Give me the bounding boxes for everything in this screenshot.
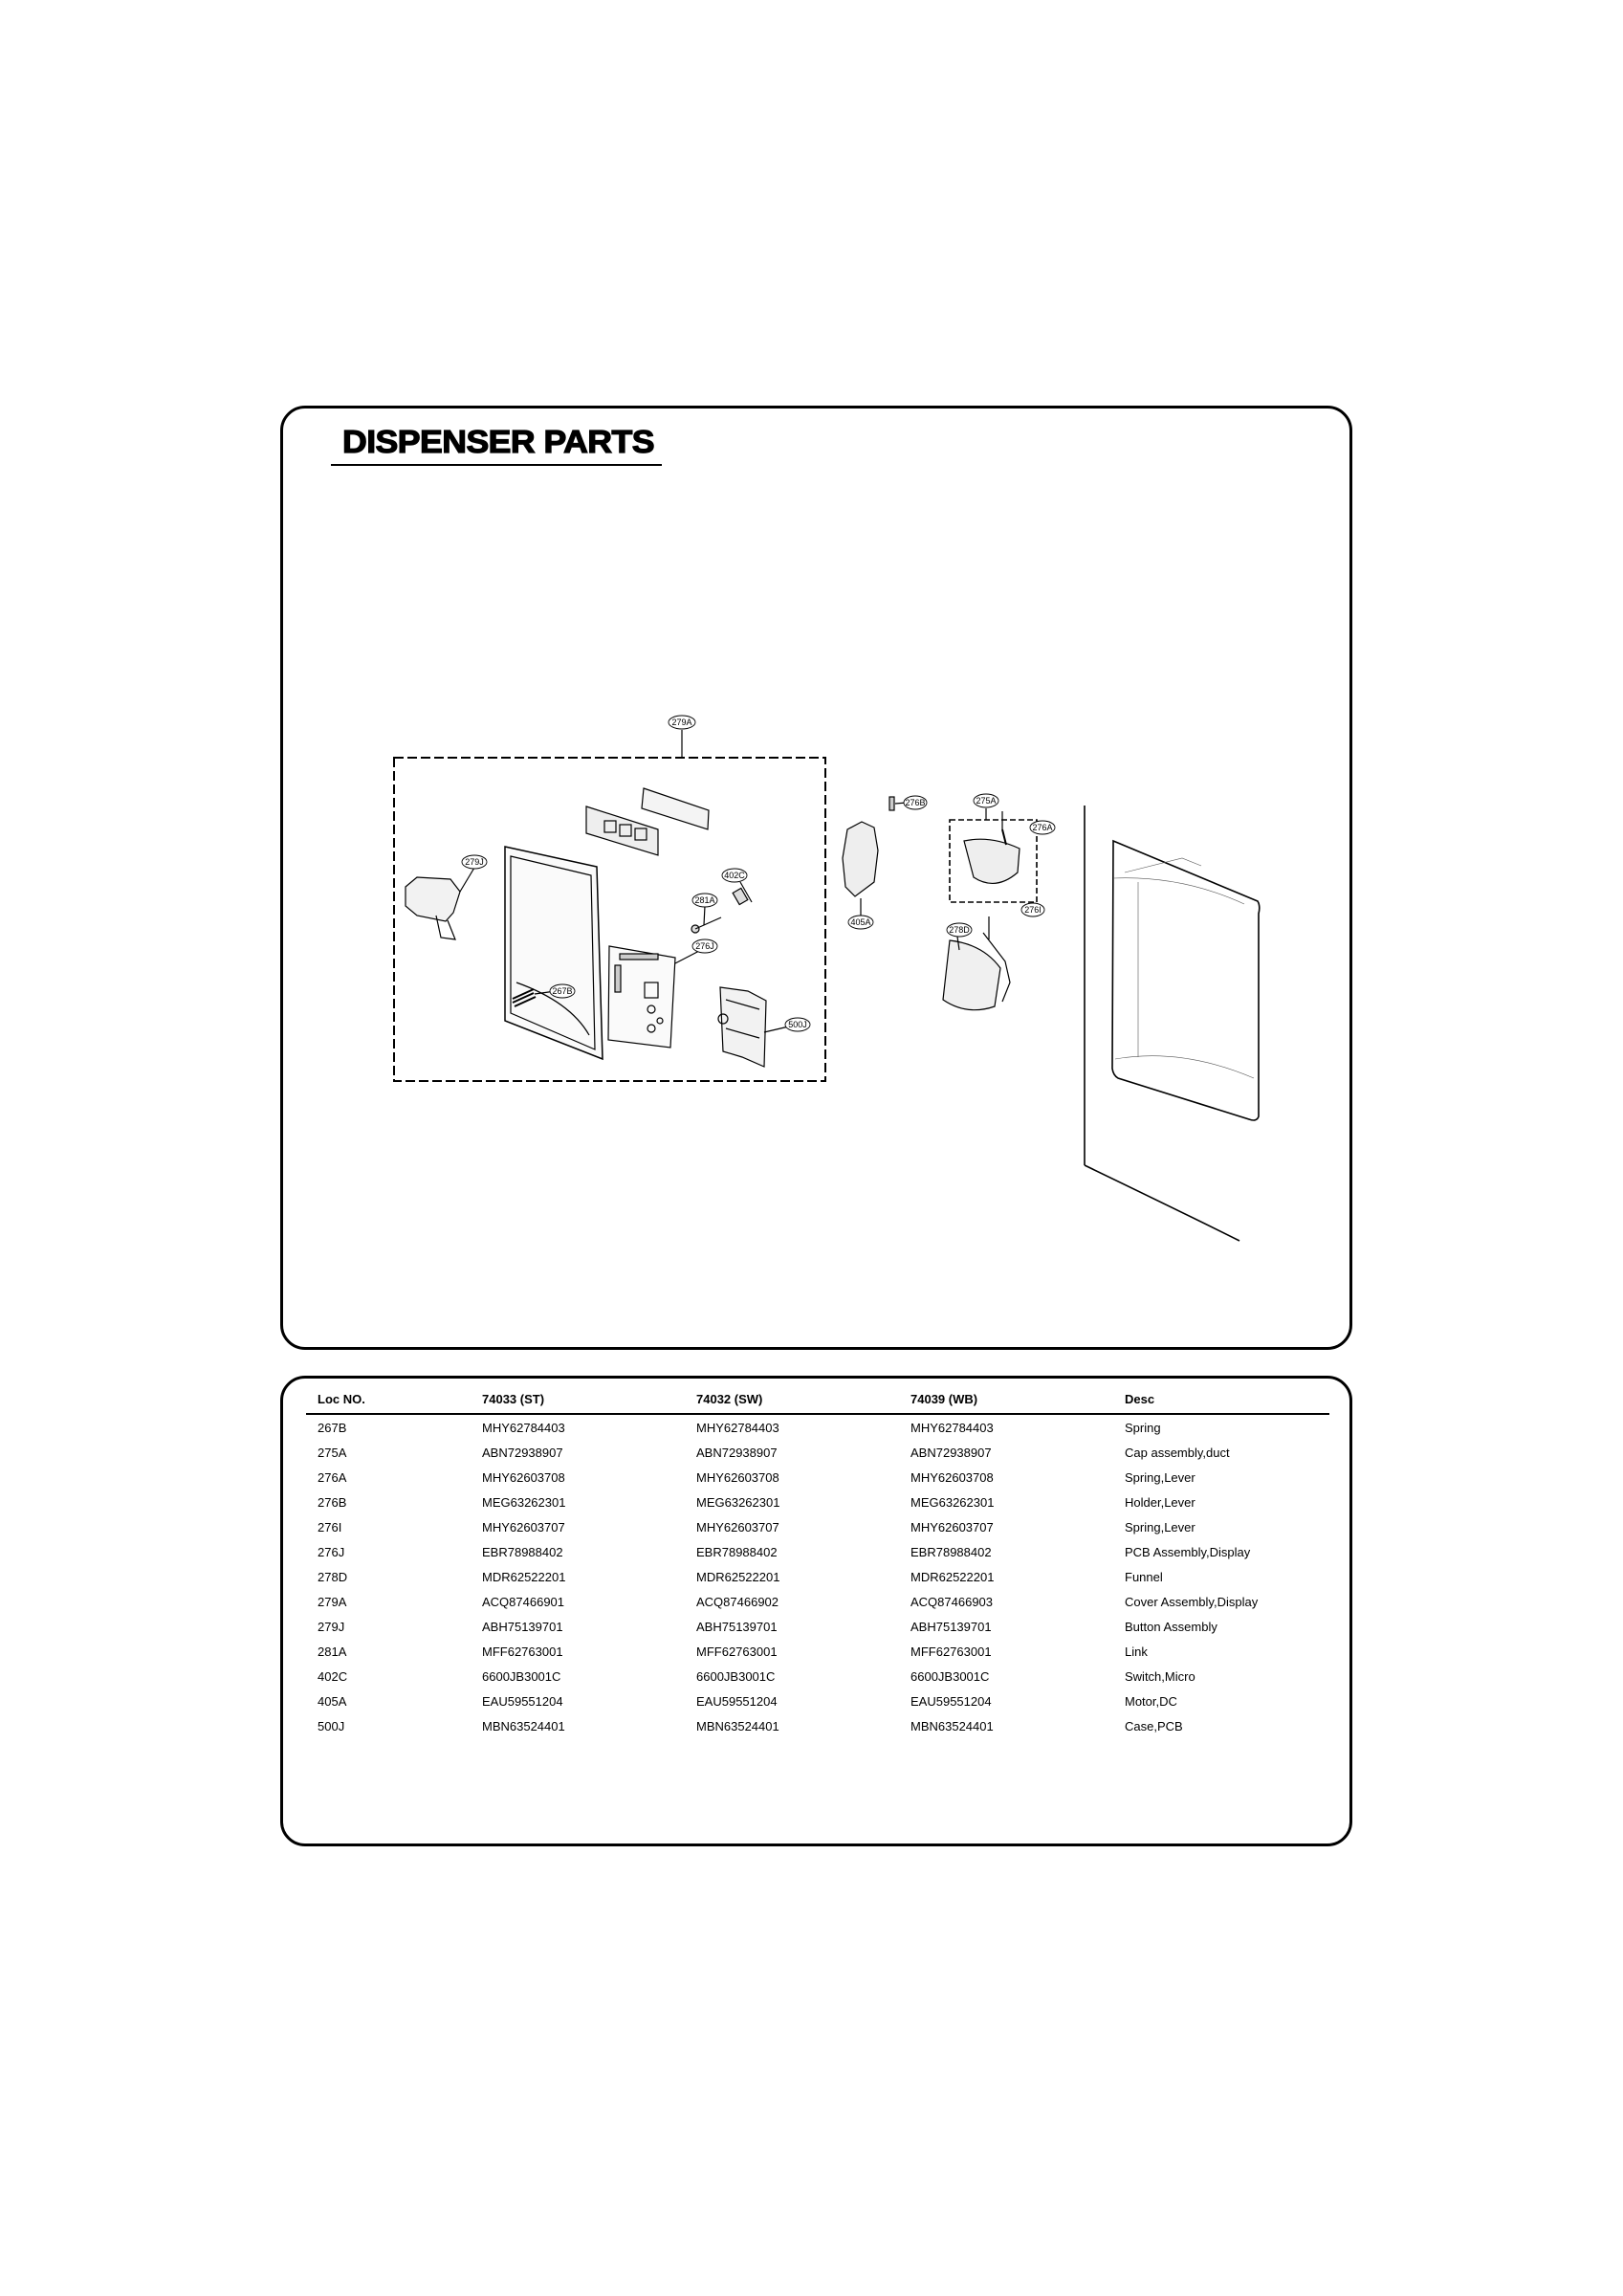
cell-wb: MEG63262301 [910,1494,995,1510]
cell-loc: 276J [318,1544,345,1559]
header-74039-wb: 74039 (WB) [899,1390,1113,1414]
table-row [306,1614,1329,1639]
callout-276B [904,796,927,809]
svg-text:276I: 276I [1024,905,1042,915]
table-row [306,1440,1329,1465]
cell-loc: 275A [318,1445,347,1460]
cell-st: MHY62603708 [482,1469,565,1485]
svg-text:279J: 279J [465,857,484,867]
cell-loc: 279J [318,1619,345,1634]
table-row [306,1664,1329,1689]
table-row [306,1589,1329,1614]
table-row [306,1639,1329,1664]
cell-wb: MBN63524401 [910,1718,994,1733]
cell-loc: 279A [318,1594,347,1609]
cell-st: ACQ87466901 [482,1594,565,1609]
parts-table [306,1390,1329,1738]
callout-405A [848,916,873,929]
callout-279A [669,716,695,729]
cell-sw: MFF62763001 [696,1644,778,1659]
callout-402C [722,869,747,882]
cell-sw: EAU59551204 [696,1693,778,1709]
cell-st: EAU59551204 [482,1693,563,1709]
cell-desc: Cover Assembly,Display [1125,1594,1259,1609]
svg-text:279A: 279A [671,718,692,727]
cell-st: MDR62522201 [482,1569,566,1584]
cell-wb: ABN72938907 [910,1445,992,1460]
svg-text:276A: 276A [1032,823,1053,832]
svg-text:275A: 275A [976,796,997,806]
svg-text:278D: 278D [949,925,970,935]
part-405A-motor-dc [843,822,878,896]
header-74032-sw: 74032 (SW) [685,1390,899,1414]
cell-wb: MFF62763001 [910,1644,992,1659]
cell-desc: Spring,Lever [1125,1519,1195,1534]
cell-wb: 6600JB3001C [910,1668,990,1684]
diagram-panel [280,406,1352,1350]
part-display-cover [505,847,603,1059]
cell-sw: MHY62784403 [696,1420,779,1435]
cell-sw: MEG63262301 [696,1494,780,1510]
cell-wb: MDR62522201 [910,1569,995,1584]
callout-275A [974,794,998,807]
cell-wb: MHY62603707 [910,1519,994,1534]
cell-desc: Button Assembly [1125,1619,1217,1634]
cell-wb: ACQ87466903 [910,1594,994,1609]
svg-text:267B: 267B [552,986,573,996]
svg-text:281A: 281A [694,895,715,905]
door-outline [1085,806,1260,1241]
part-500J-case-pcb [720,987,766,1067]
cell-wb: EAU59551204 [910,1693,992,1709]
cell-desc: Link [1125,1644,1148,1659]
cell-loc: 402C [318,1668,348,1684]
svg-text:276B: 276B [905,798,926,807]
header-loc-no: Loc NO. [306,1390,471,1414]
table-row [306,1713,1329,1738]
cell-loc: 500J [318,1718,345,1733]
cell-wb: MHY62603708 [910,1469,994,1485]
callout-500J [785,1018,810,1031]
part-275A-cap-duct [964,839,1020,883]
cell-sw: ABN72938907 [696,1445,778,1460]
cell-st: ABN72938907 [482,1445,563,1460]
cell-sw: EBR78988402 [696,1544,778,1559]
cell-desc: Switch,Micro [1125,1668,1195,1684]
cell-wb: MHY62784403 [910,1420,994,1435]
cell-desc: Case,PCB [1125,1718,1183,1733]
cell-desc: Spring,Lever [1125,1469,1195,1485]
table-row [306,1539,1329,1564]
cell-desc: Funnel [1125,1569,1163,1584]
callout-276A [1030,821,1055,834]
callout-276I [1021,903,1044,916]
cell-loc: 267B [318,1420,347,1435]
page-title: DISPENSER PARTS [342,424,654,459]
part-276J-pcb [608,946,675,1048]
callout-276J [692,939,717,953]
cell-loc: 281A [318,1644,347,1659]
cell-loc: 276A [318,1469,347,1485]
table-row [306,1564,1329,1589]
part-279J-button-assembly [406,877,460,921]
callout-267B [550,984,575,998]
svg-text:500J: 500J [788,1020,807,1029]
cell-desc: Holder,Lever [1125,1494,1195,1510]
part-276B-holder-lever [889,797,894,810]
cell-sw: MBN63524401 [696,1718,779,1733]
cell-st: ABH75139701 [482,1619,563,1634]
callout-278D [947,923,972,937]
cell-sw: 6600JB3001C [696,1668,776,1684]
part-278D-funnel [943,940,1000,1010]
cell-desc: Spring [1125,1420,1161,1435]
cell-sw: ACQ87466902 [696,1594,779,1609]
cell-desc: Motor,DC [1125,1693,1177,1709]
cell-st: EBR78988402 [482,1544,563,1559]
parts-table-panel [280,1376,1352,1846]
callout-281A [692,894,717,907]
cell-loc: 278D [318,1569,348,1584]
cell-st: MBN63524401 [482,1718,565,1733]
cell-sw: MHY62603707 [696,1519,779,1534]
cell-sw: MDR62522201 [696,1569,780,1584]
cell-st: 6600JB3001C [482,1668,561,1684]
cell-desc: PCB Assembly,Display [1125,1544,1251,1559]
header-desc: Desc [1113,1390,1329,1414]
cell-sw: ABH75139701 [696,1619,778,1634]
part-display-bracket [642,788,709,829]
cell-loc: 276I [318,1519,342,1534]
cell-loc: 405A [318,1693,347,1709]
cell-st: MFF62763001 [482,1644,563,1659]
cell-st: MHY62784403 [482,1420,565,1435]
table-header-row [306,1390,1329,1414]
table-row [306,1414,1329,1440]
table-row [306,1689,1329,1713]
table-row [306,1490,1329,1514]
cell-st: MHY62603707 [482,1519,565,1534]
table-row [306,1465,1329,1490]
cell-wb: ABH75139701 [910,1619,992,1634]
part-display-board [586,806,658,855]
cell-sw: MHY62603708 [696,1469,779,1485]
cell-loc: 276B [318,1494,347,1510]
header-74033-st: 74033 (ST) [471,1390,685,1414]
svg-text:402C: 402C [724,871,745,880]
table-row [306,1514,1329,1539]
cell-st: MEG63262301 [482,1494,566,1510]
svg-text:276J: 276J [695,941,714,951]
callout-279J [462,855,487,869]
exploded-parts-diagram [283,408,1349,1347]
svg-text:405A: 405A [850,917,871,927]
cell-desc: Cap assembly,duct [1125,1445,1230,1460]
cell-wb: EBR78988402 [910,1544,992,1559]
